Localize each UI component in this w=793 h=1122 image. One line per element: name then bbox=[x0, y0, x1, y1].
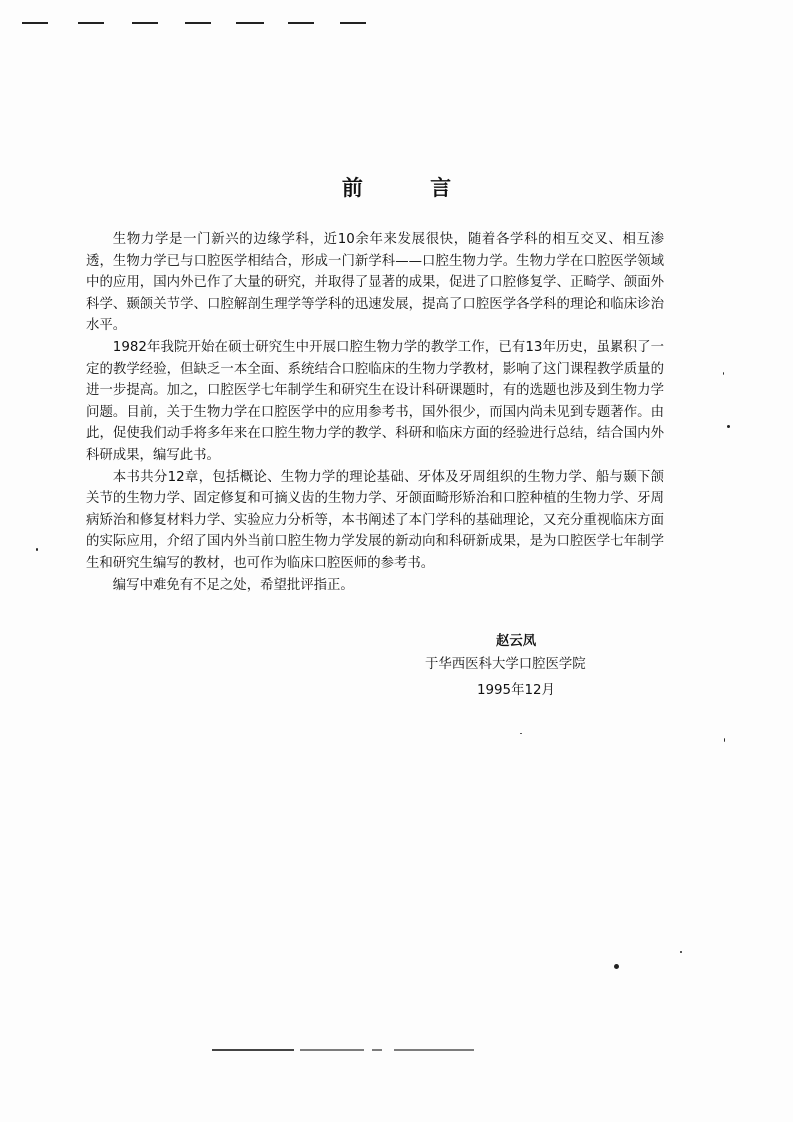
top-dash bbox=[288, 22, 314, 24]
top-dash bbox=[185, 22, 211, 24]
scan-artifact-line bbox=[372, 1049, 382, 1051]
signature-author: 赵云凤 bbox=[496, 634, 537, 649]
scan-speck bbox=[36, 548, 38, 551]
top-dash bbox=[340, 22, 366, 24]
top-dash bbox=[132, 22, 158, 24]
paragraph: 本书共分12章，包括概论、生物力学的理论基础、牙体及牙周组织的生物力学、船与颞下颌关节的生物力学、固定修复和可摘义齿的生物力学、牙颌面畸形矫治和口腔种植的生物力学、牙周病矫治和修复材料力学、实验应力分析等，本书阐述了本门学科的基础理论，又充分重视临床方面的实际应用，介绍了国内外当前口腔生物力学发展的新动向和科研新成果，是为口腔医学七年制学生和研究生编写的教材，也可作为临床口腔医师的参考书。 bbox=[86, 469, 664, 571]
paragraph: 生物力学是一门新兴的边缘学科，近10余年来发展很快，随着各学科的相互交叉、相互渗透，生物力学已与口腔医学相结合，形成一门新学科——口腔生物力学。生物力学在口腔医学领域中的应用，国内外已作了大量的研究，并取得了显著的成果，促进了口腔修复学、正畸学、颌面外科学、颞颌关节学、口腔解剖生理学等学科的迅速发展，提高了口腔医学各学科的理论和临床诊治水平。 bbox=[86, 232, 664, 334]
paragraph: 编写中难免有不足之处，希望批评指正。 bbox=[112, 577, 354, 593]
top-dash bbox=[78, 22, 104, 24]
scan-artifact-line bbox=[394, 1049, 474, 1051]
paragraph: 1982年我院开始在硕士研究生中开展口腔生物力学的教学工作，已有13年历史，虽累积了一定的教学经验，但缺乏一本全面、系统结合口腔临床的生物力学教材，影响了这门课程教学质量的进一步提高。加之，口腔医学七年制学生和研究生在设计科研课题时，有的选题也涉及到生物力学问题。目前，关于生物力学在口腔医学中的应用参考书，国外很少，而国内尚未见到专题著作。由此，促使我们动手将多年来在口腔生物力学的教学、科研和临床方面的经验进行总结，结合国内外科研成果，编写此书。 bbox=[86, 339, 664, 463]
scan-speck bbox=[723, 372, 724, 375]
scan-speck bbox=[727, 425, 730, 428]
signature-institution: 于华西医科大学口腔医学院 bbox=[425, 657, 586, 672]
page-title: 前 言 bbox=[341, 176, 482, 200]
signature-date: 1995年12月 bbox=[477, 683, 555, 698]
scan-speck bbox=[680, 951, 682, 953]
scan-artifact-line bbox=[300, 1049, 364, 1051]
preface-body bbox=[86, 229, 664, 596]
scan-speck bbox=[520, 733, 522, 734]
scan-artifact-line bbox=[212, 1049, 294, 1051]
scan-speck bbox=[614, 964, 619, 969]
top-dash bbox=[22, 22, 48, 24]
scan-speck bbox=[724, 738, 725, 742]
top-dash bbox=[236, 22, 264, 24]
